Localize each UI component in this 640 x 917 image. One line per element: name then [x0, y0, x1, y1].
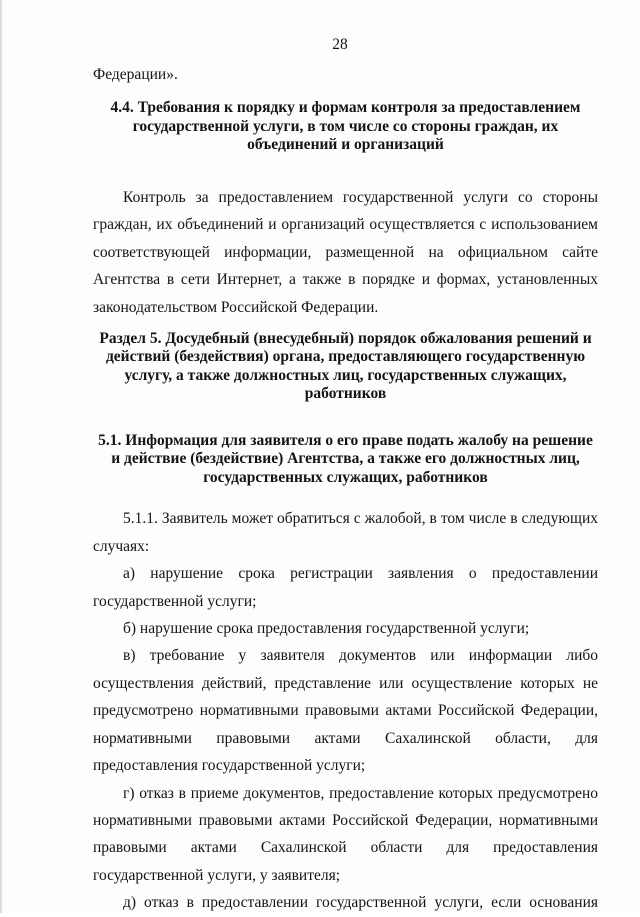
scan-edge — [0, 0, 3, 913]
section-4-4-paragraph: Контроль за предоставлением государственной услуги со стороны граждан, их объединений и организаций осуществляется с использованием соответствующей информации, размещенной на официальном сайте Агентства в сети Интернет, а также в порядке и формах, установленных законодательством Российской Федерации. — [93, 188, 598, 316]
list-item-b: б) нарушение срока предоставления государственной услуги; — [123, 620, 530, 638]
section-5-heading: Раздел 5. Досудебный (внесудебный) порядок обжалования решений и действий (бездействия) органа, предоставляющего государственную услугу, а также должностных лиц, государственных служащих, работников — [99, 329, 592, 403]
lead-fragment: Федерации». — [93, 66, 178, 83]
page-content — [93, 61, 598, 917]
list-item-a: а) нарушение срока регистрации заявления о предоставлении государственной услуги; — [93, 565, 598, 610]
list-item-d: д) отказ в предоставлении государственной услуги, если основания — [123, 894, 598, 912]
section-5-1-intro: 5.1.1. Заявитель может обратиться с жалобой, в том числе в следующих случаях: — [93, 510, 598, 555]
list-item-v: в) требование у заявителя документов или информации либо осуществления действий, представление или осуществление которых не предусмотрено нормативными правовыми актами Российской Федерации, нормативными правовыми актами Сахалинской области, для предоставления государственной услуги; — [93, 647, 598, 775]
page-number: 28 — [332, 36, 348, 53]
section-4-4-heading: 4.4. Требования к порядку и формам контроля за предоставлением государственной услуги, в том числе со стороны граждан, их объединений и организаций — [110, 99, 581, 154]
section-5-1-heading: 5.1. Информация для заявителя о его праве подать жалобу на решение и действие (бездействие) Агентства, а также его должностных лиц, государственных служащих, работников — [98, 431, 593, 486]
list-item-g: г) отказ в приеме документов, предоставление которых предусмотрено нормативными правовыми актами Российской Федерации, нормативными правовыми актами Сахалинской области для предоставления государственной услуги, у заявителя; — [93, 784, 598, 884]
